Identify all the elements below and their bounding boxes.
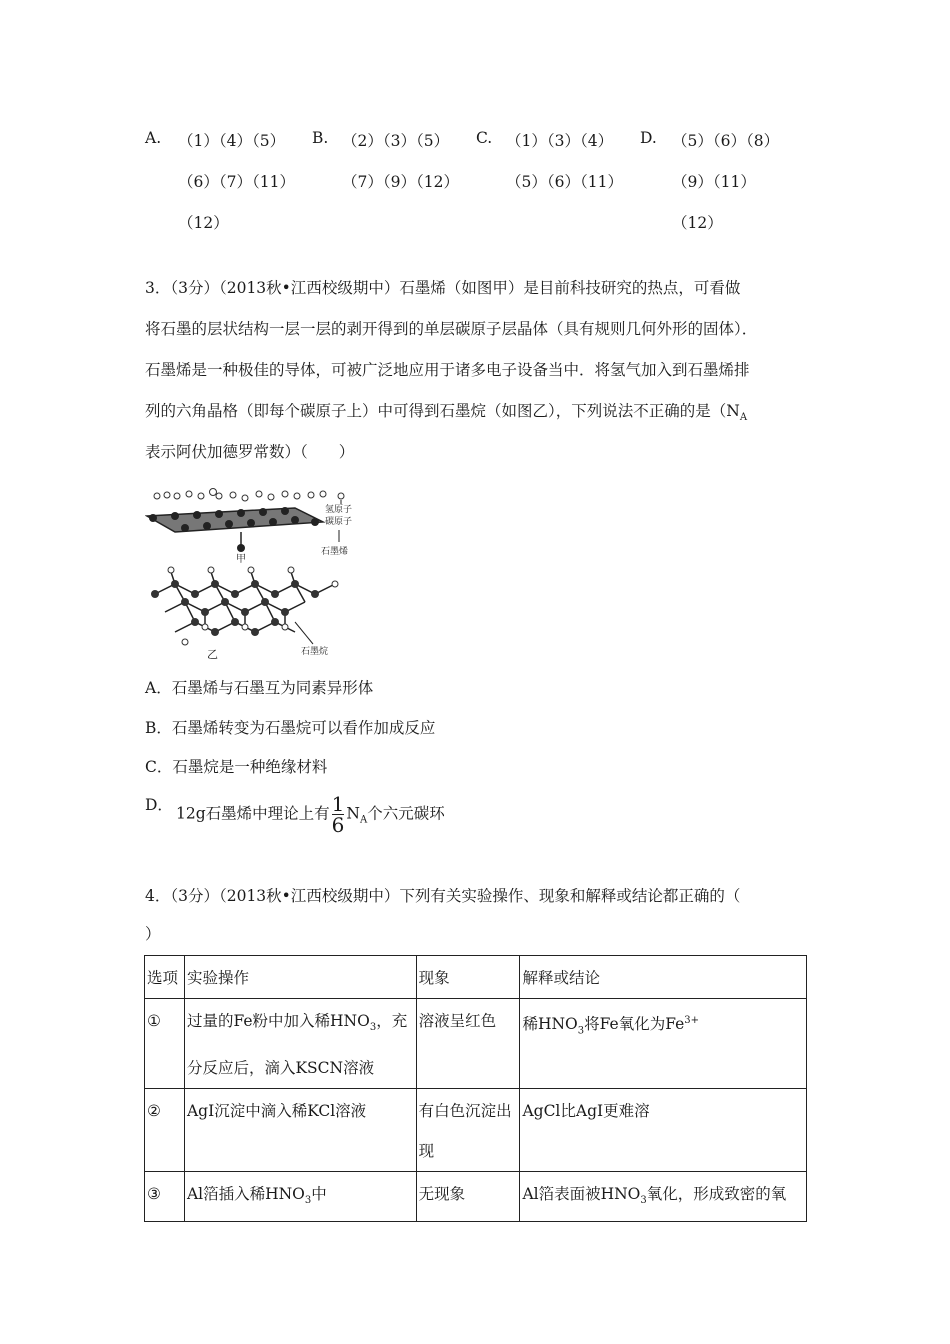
q3-option-d-pre: 12g石墨烯中理论上有 [176, 804, 330, 823]
na-subscript-d: A [359, 814, 368, 826]
table-header-row [145, 956, 807, 999]
q2-option-b-line2: （7）（9）（12） [342, 173, 459, 191]
q2-option-b-line1: （2）（3）（5） [342, 132, 450, 150]
q3-line-5: 表示阿伏加德罗常数）（ ） [145, 443, 355, 461]
q4-line-1: 4．（3分）（2013秋•江西校级期中）下列有关实验操作、现象和解释或结论都正确的（ [145, 887, 741, 905]
label-jia: 甲 [236, 554, 246, 565]
q3-option-d [176, 792, 445, 837]
row-phenomenon: 有白色沉淀出现 [416, 1089, 520, 1172]
q3-option-c: C．石墨烷是一种绝缘材料 [145, 758, 328, 776]
q2-option-a-line2: （6）（7）（11） [178, 173, 295, 191]
q4-table [144, 955, 807, 1222]
q2-option-d-line3: （12） [672, 214, 723, 232]
row-number: ① [145, 999, 185, 1089]
q2-option-b-letter: B. [312, 129, 329, 147]
row-number: ② [145, 1089, 185, 1172]
q2-option-c-letter: C. [476, 129, 493, 147]
na-subscript: A [739, 412, 748, 424]
q3-option-a: A．石墨烯与石墨互为同素异形体 [145, 679, 374, 697]
row-operation: Al箔插入稀$HNO_3$中 [184, 1172, 416, 1222]
q3-line-4: 列的六角晶格（即每个碳原子上）中可得到石墨烷（如图乙），下列说法不正确的是（$N_A$ [145, 402, 748, 424]
label-yi: 乙 [207, 648, 218, 661]
q2-option-d-line2: （9）（11） [672, 173, 756, 191]
label-carbon-atom: 碳原子 [325, 517, 353, 527]
row-conclusion: AgCl比AgI更难溶 [520, 1089, 807, 1172]
q2-option-d-letter: D. [640, 129, 657, 147]
row-conclusion: 稀$HNO_3$将Fe氧化为$Fe^{3+}$ [520, 999, 807, 1089]
fraction-denominator: 6 [331, 813, 345, 837]
q3-line-2: 将石墨的层状结构一层一层的剥开得到的单层碳原子层晶体（具有规则几何外形的固体）． [145, 320, 758, 338]
row-number: ③ [145, 1172, 185, 1222]
q2-option-c-line2: （5）（6）（11） [506, 173, 623, 191]
q3-line-1: 3．（3分）（2013秋•江西校级期中）石墨烯（如图甲）是目前科技研究的热点，可看做 [145, 279, 741, 297]
q3-option-d-letter: D． [145, 796, 173, 814]
na-symbol: N [346, 804, 360, 823]
label-graphane: 石墨烷 [301, 647, 329, 657]
q3-option-d-post: 个六元碳环 [367, 804, 445, 823]
row-phenomenon: 溶液呈红色 [416, 999, 520, 1089]
graphene-figure [145, 482, 365, 662]
row-conclusion: Al箔表面被$HNO_3$氧化，形成致密的氧 [520, 1172, 807, 1222]
q2-option-a-letter: A. [145, 129, 162, 147]
q4-line-2: ） [145, 925, 161, 943]
q2-option-c-line1: （1）（3）（4） [506, 132, 614, 150]
header-option: 选项 [145, 956, 185, 999]
label-graphene: 石墨烯 [321, 547, 349, 557]
fraction-one-sixth [331, 792, 345, 837]
label-hydrogen-atom: 氢原子 [325, 505, 353, 515]
q3-line-3: 石墨烯是一种极佳的导体，可被广泛地应用于诸多电子设备当中．将氢气加入到石墨烯排 [145, 361, 750, 379]
table-row [145, 999, 807, 1089]
header-conclusion: 解释或结论 [520, 956, 807, 999]
q2-option-a-line1: （1）（4）（5） [178, 132, 286, 150]
hydrogen-atoms [154, 489, 344, 502]
row-operation: AgI沉淀中滴入稀KCl溶液 [184, 1089, 416, 1172]
table-row [145, 1089, 807, 1172]
fraction-numerator: 1 [331, 792, 345, 816]
q2-option-a-line3: （12） [178, 214, 229, 232]
header-operation: 实验操作 [184, 956, 416, 999]
q2-option-d-line1: （5）（6）（8） [672, 132, 780, 150]
row-phenomenon: 无现象 [416, 1172, 520, 1222]
graphane-label-line [295, 622, 313, 644]
row-operation: 过量的Fe粉中加入稀$HNO_3$，充分反应后，滴入KSCN溶液 [184, 999, 416, 1089]
q3-option-b: B．石墨烯转变为石墨烷可以看作加成反应 [145, 719, 436, 737]
header-phenomenon: 现象 [416, 956, 520, 999]
table-row [145, 1172, 807, 1222]
